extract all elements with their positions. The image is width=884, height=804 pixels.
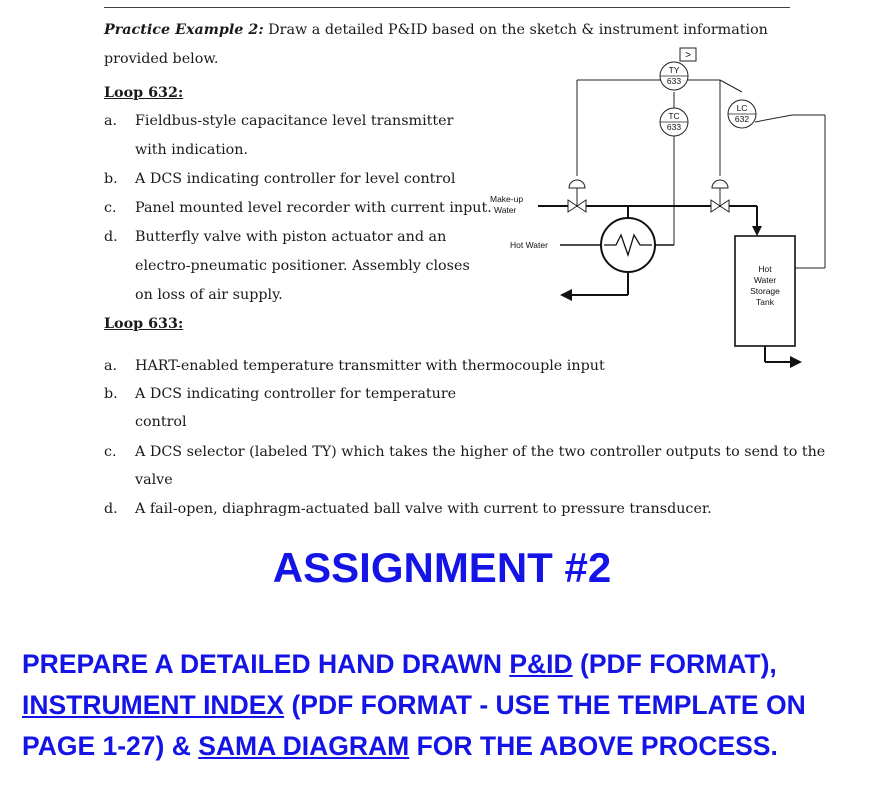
loop-633-item-a: HART-enabled temperature transmitter with thermocouple input [135,358,605,374]
loop-633-item-b-cont: control [135,414,187,430]
loop-633-item-c-cont: valve [135,472,173,488]
ty-number: 633 [666,76,682,86]
return-arrow [560,289,572,301]
hot-valve-actuator [712,180,728,188]
makeup-label: Make-up [490,194,524,204]
loop-632-item-c: Panel mounted level recorder with current input. [135,200,492,216]
title-line-2: provided below. [104,51,219,67]
loop-633-item-c: A DCS selector (labeled TY) which takes the higher of the two controller outputs to send to the [135,444,826,460]
instrument-index-link: INSTRUMENT INDEX [22,690,285,720]
loop-632-item-a-cont: with indication. [135,142,249,158]
tank-label: Storage [750,286,780,296]
loop-633-heading: Loop 633: [104,316,184,332]
assignment-text: FOR THE ABOVE PROCESS. [409,731,778,761]
title-label: Practice Example 2: [104,22,264,38]
item-letter: a. [104,113,118,129]
top-rule [104,7,790,8]
item-letter: d. [104,229,118,245]
lc-output-line [755,115,792,122]
item-letter: b. [104,386,118,402]
tank-inlet-arrow [752,226,762,236]
tank-label: Water [753,275,777,285]
loop-632-item-b: A DCS indicating controller for level control [135,171,456,187]
lc-signal-line [720,80,742,92]
item-letter: a. [104,358,118,374]
item-letter: c. [104,200,117,216]
title-text: Draw a detailed P&ID based on the sketch & instrument information [268,22,768,38]
tc-tag: TC [668,111,680,121]
tc-number: 633 [666,122,682,132]
item-letter: c. [104,444,117,460]
assignment-text: PREPARE A DETAILED HAND DRAWN [22,649,510,679]
makeup-valve-actuator [569,180,585,188]
lc-tag: LC [736,103,748,113]
sama-diagram-link: SAMA DIAGRAM [198,731,410,761]
assignment-body [22,644,872,767]
loop-632-item-a: Fieldbus-style capacitance level transmitter [135,113,454,129]
item-letter: d. [104,501,118,517]
lc-number: 632 [734,114,750,124]
assignment-text: (PDF FORMAT - USE THE TEMPLATE ON PAGE 1-27) & [22,690,806,761]
title-line-1 [104,22,768,38]
loop-632-item-d: Butterfly valve with piston actuator and an [135,229,447,245]
assignment-title: ASSIGNMENT #2 [272,544,612,591]
tank-label: Tank [756,297,774,307]
loop-632-item-d-cont: electro-pneumatic positioner. Assembly closes [135,258,470,274]
loop-632-item-d-cont2: on loss of air supply. [135,287,283,303]
process-sketch [480,40,830,380]
loop-632-heading: Loop 632: [104,85,184,101]
tank-outlet-arrow [790,356,802,368]
loop-633-item-b: A DCS indicating controller for temperature [135,386,457,402]
pid-link: P&ID [509,649,573,679]
ty-tag: TY [668,65,680,75]
assignment-text: (PDF FORMAT), [572,649,777,679]
tank-label: Hot [758,264,772,274]
makeup-label: Water [494,205,517,215]
item-letter: b. [104,171,118,187]
hot-water-label: Hot Water [510,240,548,250]
selector-symbol: > [685,50,691,61]
loop-633-item-d: A fail-open, diaphragm-actuated ball valve with current to pressure transducer. [135,501,712,517]
